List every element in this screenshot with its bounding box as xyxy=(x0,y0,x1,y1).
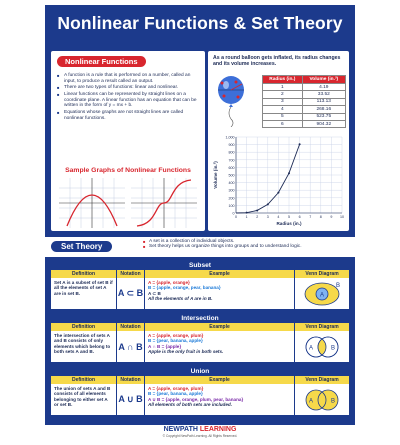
section-title: Intersection xyxy=(51,314,349,323)
volume-chart xyxy=(212,133,346,229)
graphs-title: Sample Graphs of Nonlinear Functions xyxy=(65,167,191,174)
column-header: Definition xyxy=(51,270,117,278)
example-text xyxy=(145,384,295,415)
notation-text: A ⊂ B xyxy=(117,278,145,309)
y-tick-label: 700 xyxy=(228,158,235,163)
svg-text:A: A xyxy=(309,398,314,404)
x-tick-label: 10 xyxy=(340,215,344,219)
notation-text: A ∪ B xyxy=(117,384,145,415)
data-point xyxy=(277,192,279,194)
set-theory-banner xyxy=(45,237,355,257)
example-line: B = {pear, banana, apple} xyxy=(148,391,203,397)
nonlinear-panel xyxy=(51,51,205,231)
example-line: A = {apple, orange} xyxy=(148,280,190,285)
table-row xyxy=(263,120,346,127)
column-header: Venn Diagram xyxy=(305,377,339,383)
bullet-item: ■ A set is a collection of individual objects. xyxy=(143,239,343,244)
notation-text: A ∩ B xyxy=(117,331,145,362)
y-tick-label: 1,000 xyxy=(225,135,235,140)
example-line: A ∩ B = {apple} xyxy=(148,343,182,349)
venn-cell xyxy=(295,278,349,309)
column-header: Venn Diagram xyxy=(305,324,339,330)
y-tick-label: 0 xyxy=(232,211,235,216)
example-note: All elements of both sets are included. xyxy=(148,402,232,408)
set-theory-heading: Set Theory xyxy=(51,241,112,252)
x-tick-label: 9 xyxy=(330,215,333,219)
table-cell: 5 xyxy=(263,113,303,120)
x-tick-label: 7 xyxy=(309,215,312,219)
venn-cell xyxy=(295,331,349,362)
x-tick-label: 8 xyxy=(319,215,322,219)
copyright-text: © Copyright NewPath Learning. All Rights Reserved. xyxy=(162,434,238,438)
bullet-item: ■ There are two types of functions: linear and nonlinear. xyxy=(57,85,203,91)
example-line: A ∪ B = {apple, orange, plum, pear, banana} xyxy=(148,396,244,402)
section-header xyxy=(51,270,349,278)
x-tick-label: 3 xyxy=(266,215,269,219)
example-line: A = {apple, orange, plum} xyxy=(148,386,204,391)
nonlinear-heading: Nonlinear Functions xyxy=(57,56,146,67)
x-tick-label: 4 xyxy=(277,215,280,219)
table-cell: 4 xyxy=(263,106,303,113)
table-header: Radius (in.) xyxy=(263,76,303,84)
example-line: B = {pear, banana, apple} xyxy=(148,338,203,344)
balloon-description: As a round balloon gets inflated, its radius changes and its volume increases. xyxy=(213,55,341,67)
column-header: Definition xyxy=(51,376,117,384)
parabola-graph xyxy=(59,178,125,228)
data-point xyxy=(288,172,290,174)
example-line: A = {apple, orange, plum} xyxy=(148,333,204,338)
bullet-item: ■ A function is a rule that is performed on a number, called an input, to produce a result called an output. xyxy=(57,73,203,84)
poster xyxy=(45,5,355,443)
svg-text:B: B xyxy=(331,345,336,351)
example-text xyxy=(145,331,295,362)
example-note: All the elements of A are in B. xyxy=(148,296,213,302)
subset-section xyxy=(51,261,349,309)
logo-text-b: LEARNING xyxy=(199,426,237,433)
example-text xyxy=(145,278,295,309)
publisher-logo xyxy=(45,425,355,434)
y-tick-label: 900 xyxy=(228,143,235,148)
section-title: Union xyxy=(51,367,349,376)
nonlinear-bullets xyxy=(57,73,203,123)
table-cell: 1 xyxy=(263,84,303,91)
y-tick-label: 100 xyxy=(228,203,235,208)
table-cell: 268.16 xyxy=(302,106,345,113)
y-tick-label: 200 xyxy=(228,196,235,201)
example-note: Apple is the only fruit in both sets. xyxy=(148,349,224,355)
table-row xyxy=(263,84,346,91)
section-header xyxy=(51,376,349,384)
column-header: Notation xyxy=(117,323,145,331)
table-row xyxy=(263,98,346,105)
section-row xyxy=(51,278,349,309)
x-tick-label: 2 xyxy=(256,215,259,219)
balloon-panel xyxy=(208,51,349,231)
cubic-graph xyxy=(131,178,197,228)
bullet-item: ■ Set theory helps us organize things into groups and to understand logic. xyxy=(143,244,343,249)
example-line: A ⊂ B xyxy=(148,290,161,296)
x-tick-label: 6 xyxy=(298,215,301,219)
column-header: Example xyxy=(145,323,295,331)
page-title: Nonlinear Functions & Set Theory xyxy=(57,13,343,33)
data-point xyxy=(256,209,258,211)
subset-venn-diagram xyxy=(300,281,344,307)
logo-text-a: NEWPATH xyxy=(163,426,198,433)
data-point xyxy=(267,203,269,205)
svg-text:B: B xyxy=(336,282,341,289)
intersection-section xyxy=(51,314,349,362)
svg-text:A: A xyxy=(309,345,314,351)
x-tick-label: 1 xyxy=(245,215,248,219)
union-section xyxy=(51,367,349,415)
table-cell: 4.19 xyxy=(302,84,345,91)
column-header: Example xyxy=(145,376,295,384)
y-tick-label: 500 xyxy=(228,173,235,178)
table-cell: 6 xyxy=(263,120,303,127)
definition-text: The union of sets A and B consists of all elements belonging to either set A or set B. xyxy=(51,384,117,415)
data-point xyxy=(246,212,248,214)
table-cell: 2 xyxy=(263,91,303,98)
table-row xyxy=(263,91,346,98)
section-title: Subset xyxy=(51,261,349,270)
x-tick-label: 5 xyxy=(288,215,290,219)
table-row xyxy=(263,113,346,120)
column-header: Notation xyxy=(117,376,145,384)
intersection-venn-diagram xyxy=(300,334,344,360)
table-cell: 904.32 xyxy=(302,120,345,127)
x-axis-label: Radius (in.) xyxy=(276,221,302,226)
svg-text:B: B xyxy=(331,398,336,404)
bullet-item: ■ Equations whose graphs are not straight lines are called nonlinear functions. xyxy=(57,110,203,121)
y-tick-label: 600 xyxy=(228,165,235,170)
table-cell: 113.13 xyxy=(302,98,345,105)
data-point xyxy=(299,143,301,145)
x-tick-label: 0 xyxy=(235,215,237,219)
table-cell: 3 xyxy=(263,98,303,105)
table-row xyxy=(263,106,346,113)
section-row xyxy=(51,384,349,415)
example-line: B = {apple, orange, pear, banana} xyxy=(148,285,221,291)
y-tick-label: 300 xyxy=(228,188,235,193)
table-cell: 523.75 xyxy=(302,113,345,120)
definition-text: Set A is a subset of set B if all the elements of set A are in set B. xyxy=(51,278,117,309)
column-header: Venn Diagram xyxy=(305,271,339,277)
table-cell: 33.52 xyxy=(302,91,345,98)
venn-cell xyxy=(295,384,349,415)
y-axis-label: Volume (in.³) xyxy=(213,161,218,189)
column-header: Example xyxy=(145,270,295,278)
table-header: Volume (in.³) xyxy=(302,76,345,84)
set-theory-bullets xyxy=(143,239,343,250)
section-header xyxy=(51,323,349,331)
y-tick-label: 800 xyxy=(228,150,235,155)
column-header: Definition xyxy=(51,323,117,331)
bullet-item: ■ Linear functions can be represented by straight lines on a coordinate plane. A linear function has an equation that can be written in the form of y = mx + b. xyxy=(57,92,203,109)
section-row xyxy=(51,331,349,362)
column-header: Notation xyxy=(117,270,145,278)
definition-text: The intersection of sets A and B consists of only elements which belong to both sets A and B. xyxy=(51,331,117,362)
union-venn-diagram xyxy=(300,387,344,413)
balloon-icon xyxy=(214,75,248,127)
footer xyxy=(45,425,355,443)
svg-text:A: A xyxy=(320,292,325,298)
volume-table xyxy=(262,75,346,128)
y-tick-label: 400 xyxy=(228,181,235,186)
